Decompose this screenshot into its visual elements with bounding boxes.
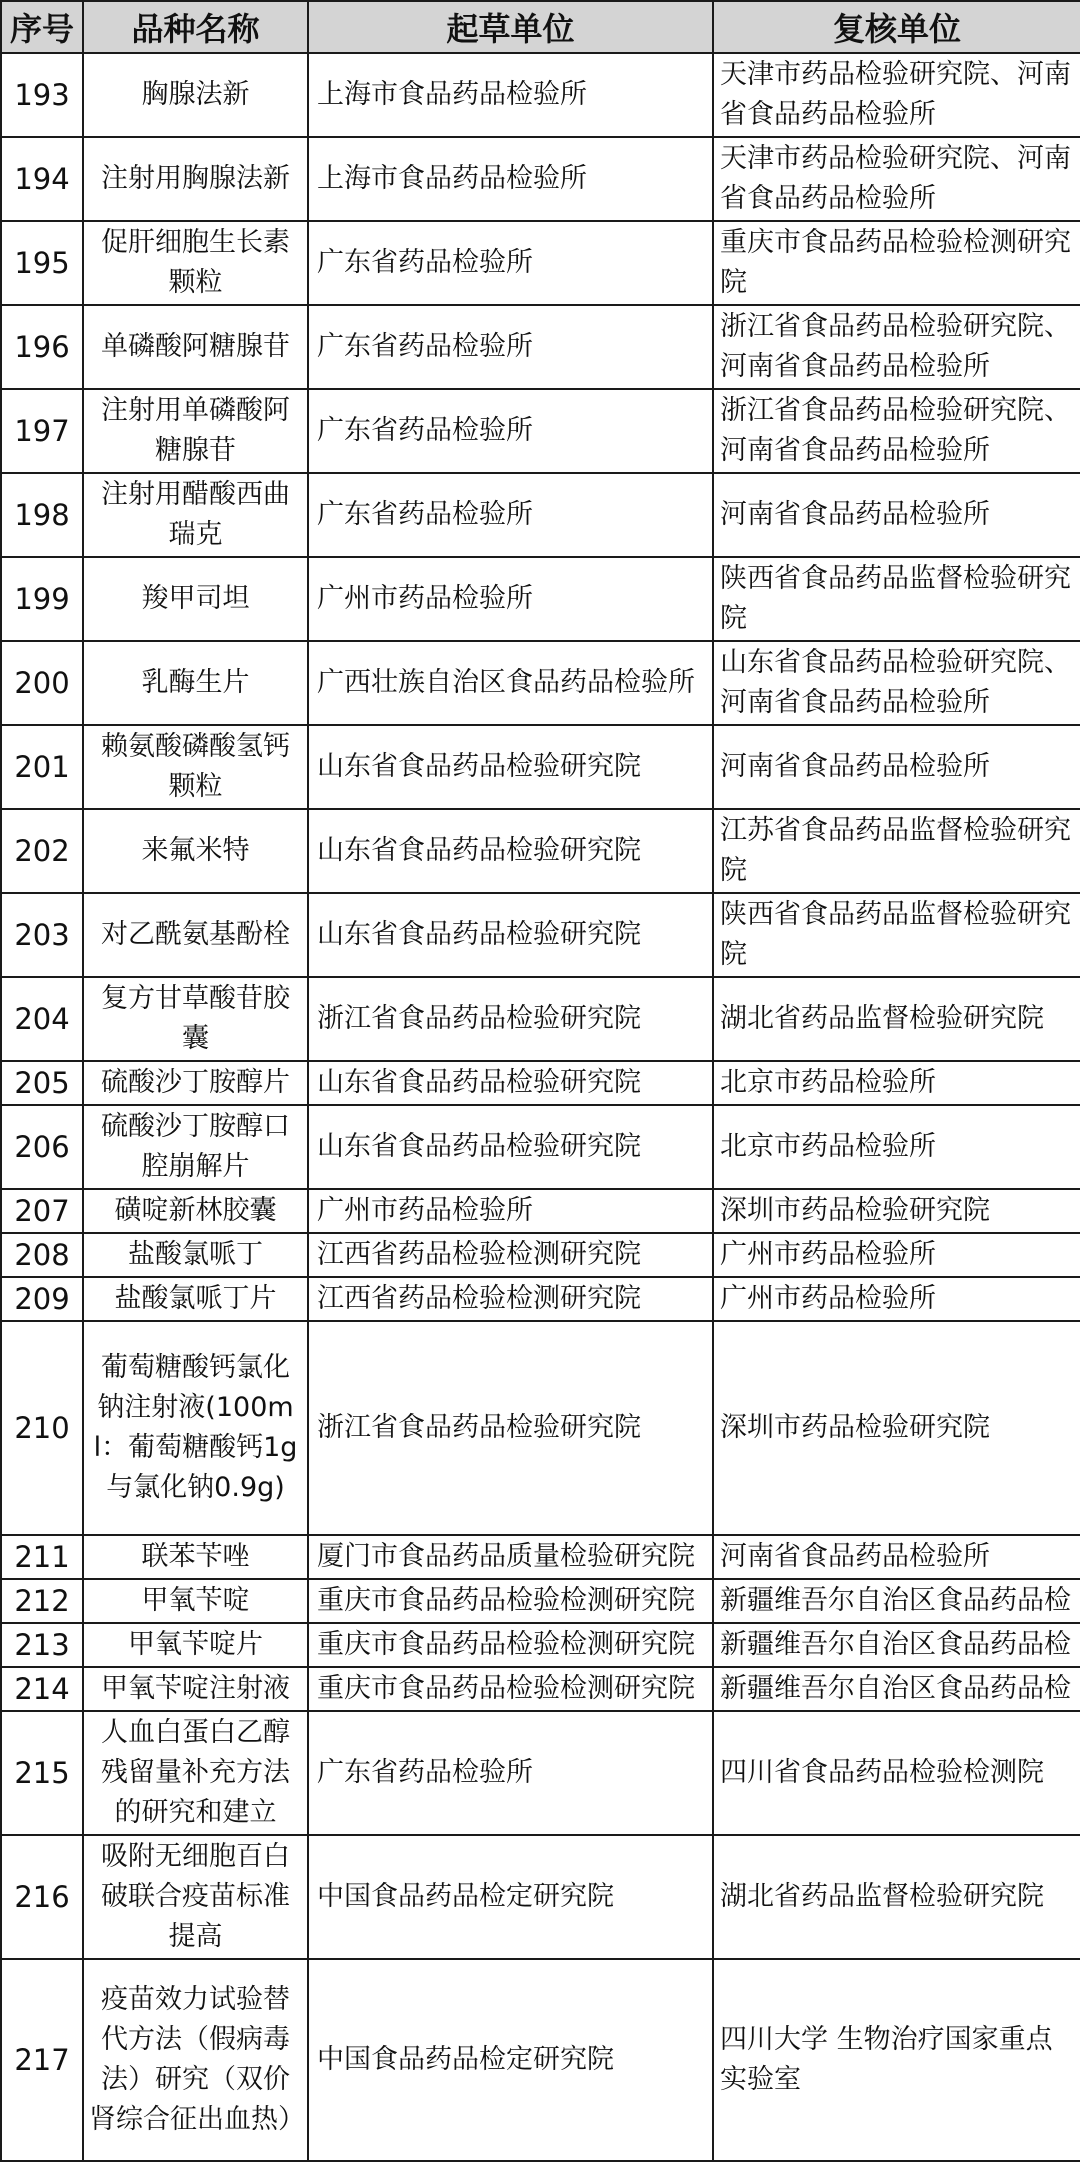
row-serial-number: 195: [1, 221, 83, 305]
table-row: [1, 557, 1080, 641]
row-serial-number: 197: [1, 389, 83, 473]
row-product-name: 注射用单磷酸阿糖腺苷: [83, 389, 308, 473]
table-row: [1, 473, 1080, 557]
row-drafting-unit: 上海市食品药品检验所: [308, 137, 713, 221]
row-review-unit: 浙江省食品药品检验研究院、河南省食品药品检验所: [713, 305, 1080, 389]
row-drafting-unit: 山东省食品药品检验研究院: [308, 1105, 713, 1189]
row-serial-number: 214: [1, 1667, 83, 1711]
table-row: [1, 1233, 1080, 1277]
row-product-name: 对乙酰氨基酚栓: [83, 893, 308, 977]
row-review-unit: 河南省食品药品检验所: [713, 1535, 1080, 1579]
table-row: [1, 1189, 1080, 1233]
row-drafting-unit: 重庆市食品药品检验检测研究院: [308, 1579, 713, 1623]
table-row: [1, 1061, 1080, 1105]
row-product-name: 胸腺法新: [83, 53, 308, 137]
row-serial-number: 205: [1, 1061, 83, 1105]
table-row: [1, 977, 1080, 1061]
table-row: [1, 641, 1080, 725]
row-product-name: 疫苗效力试验替代方法（假病毒法）研究（双价肾综合征出血热）: [83, 1959, 308, 2161]
row-drafting-unit: 山东省食品药品检验研究院: [308, 809, 713, 893]
row-drafting-unit: 广东省药品检验所: [308, 1711, 713, 1835]
row-serial-number: 208: [1, 1233, 83, 1277]
table-row: [1, 1711, 1080, 1835]
row-serial-number: 199: [1, 557, 83, 641]
header-product-name: 品种名称: [83, 1, 308, 53]
row-serial-number: 210: [1, 1321, 83, 1535]
row-drafting-unit: 厦门市食品药品质量检验研究院: [308, 1535, 713, 1579]
row-review-unit: 河南省食品药品检验所: [713, 473, 1080, 557]
row-review-unit: 陕西省食品药品监督检验研究院: [713, 893, 1080, 977]
row-product-name: 硫酸沙丁胺醇口腔崩解片: [83, 1105, 308, 1189]
row-serial-number: 193: [1, 53, 83, 137]
row-drafting-unit: 广东省药品检验所: [308, 305, 713, 389]
row-review-unit: 河南省食品药品检验所: [713, 725, 1080, 809]
row-serial-number: 211: [1, 1535, 83, 1579]
table-row: [1, 1535, 1080, 1579]
table-row: [1, 809, 1080, 893]
row-drafting-unit: 广东省药品检验所: [308, 473, 713, 557]
row-drafting-unit: 中国食品药品检定研究院: [308, 1835, 713, 1959]
row-serial-number: 196: [1, 305, 83, 389]
table-row: [1, 221, 1080, 305]
row-review-unit: 陕西省食品药品监督检验研究院: [713, 557, 1080, 641]
table-row: [1, 389, 1080, 473]
header-review-unit: 复核单位: [713, 1, 1080, 53]
row-drafting-unit: 广州市药品检验所: [308, 557, 713, 641]
row-product-name: 羧甲司坦: [83, 557, 308, 641]
row-drafting-unit: 江西省药品检验检测研究院: [308, 1233, 713, 1277]
row-drafting-unit: 广东省药品检验所: [308, 389, 713, 473]
table-row: [1, 725, 1080, 809]
row-drafting-unit: 重庆市食品药品检验检测研究院: [308, 1667, 713, 1711]
row-review-unit: 天津市药品检验研究院、河南省食品药品检验所: [713, 137, 1080, 221]
row-product-name: 乳酶生片: [83, 641, 308, 725]
row-product-name: 注射用醋酸西曲瑞克: [83, 473, 308, 557]
row-drafting-unit: 江西省药品检验检测研究院: [308, 1277, 713, 1321]
row-review-unit: 四川省食品药品检验检测院: [713, 1711, 1080, 1835]
row-serial-number: 203: [1, 893, 83, 977]
row-product-name: 复方甘草酸苷胶囊: [83, 977, 308, 1061]
row-review-unit: 重庆市食品药品检验检测研究院: [713, 221, 1080, 305]
row-drafting-unit: 山东省食品药品检验研究院: [308, 893, 713, 977]
row-serial-number: 200: [1, 641, 83, 725]
table-row: [1, 1277, 1080, 1321]
table-row: [1, 305, 1080, 389]
row-review-unit: 广州市药品检验所: [713, 1233, 1080, 1277]
row-review-unit: 山东省食品药品检验研究院、河南省食品药品检验所: [713, 641, 1080, 725]
row-serial-number: 198: [1, 473, 83, 557]
row-review-unit: 浙江省食品药品检验研究院、河南省食品药品检验所: [713, 389, 1080, 473]
row-drafting-unit: 广东省药品检验所: [308, 221, 713, 305]
row-review-unit: 天津市药品检验研究院、河南省食品药品检验所: [713, 53, 1080, 137]
row-drafting-unit: 山东省食品药品检验研究院: [308, 1061, 713, 1105]
row-review-unit: 湖北省药品监督检验研究院: [713, 1835, 1080, 1959]
row-product-name: 注射用胸腺法新: [83, 137, 308, 221]
row-serial-number: 217: [1, 1959, 83, 2161]
header-serial-number: 序号: [1, 1, 83, 53]
table-row: [1, 1835, 1080, 1959]
row-product-name: 葡萄糖酸钙氯化钠注射液(100ml：葡萄糖酸钙1g与氯化钠0.9g): [83, 1321, 308, 1535]
table-row: [1, 1105, 1080, 1189]
table-row: [1, 137, 1080, 221]
table-row: [1, 53, 1080, 137]
row-review-unit: 新疆维吾尔自治区食品药品检: [713, 1667, 1080, 1711]
row-review-unit: 江苏省食品药品监督检验研究院: [713, 809, 1080, 893]
row-review-unit: 北京市药品检验所: [713, 1061, 1080, 1105]
row-product-name: 吸附无细胞百白破联合疫苗标准提高: [83, 1835, 308, 1959]
table-row: [1, 1321, 1080, 1535]
row-serial-number: 213: [1, 1623, 83, 1667]
row-product-name: 联苯苄唑: [83, 1535, 308, 1579]
table-row: [1, 1579, 1080, 1623]
row-product-name: 人血白蛋白乙醇残留量补充方法的研究和建立: [83, 1711, 308, 1835]
row-serial-number: 204: [1, 977, 83, 1061]
row-serial-number: 201: [1, 725, 83, 809]
row-drafting-unit: 重庆市食品药品检验检测研究院: [308, 1623, 713, 1667]
row-serial-number: 215: [1, 1711, 83, 1835]
row-product-name: 甲氧苄啶片: [83, 1623, 308, 1667]
row-serial-number: 209: [1, 1277, 83, 1321]
row-drafting-unit: 广州市药品检验所: [308, 1189, 713, 1233]
table-row: [1, 1623, 1080, 1667]
row-product-name: 促肝细胞生长素颗粒: [83, 221, 308, 305]
row-serial-number: 202: [1, 809, 83, 893]
row-product-name: 来氟米特: [83, 809, 308, 893]
row-drafting-unit: 中国食品药品检定研究院: [308, 1959, 713, 2161]
row-drafting-unit: 上海市食品药品检验所: [308, 53, 713, 137]
row-serial-number: 194: [1, 137, 83, 221]
row-product-name: 甲氧苄啶注射液: [83, 1667, 308, 1711]
row-serial-number: 216: [1, 1835, 83, 1959]
row-product-name: 硫酸沙丁胺醇片: [83, 1061, 308, 1105]
row-drafting-unit: 广西壮族自治区食品药品检验所: [308, 641, 713, 725]
row-product-name: 盐酸氯哌丁: [83, 1233, 308, 1277]
row-review-unit: 深圳市药品检验研究院: [713, 1321, 1080, 1535]
row-serial-number: 212: [1, 1579, 83, 1623]
row-review-unit: 新疆维吾尔自治区食品药品检: [713, 1579, 1080, 1623]
row-review-unit: 四川大学 生物治疗国家重点实验室: [713, 1959, 1080, 2161]
table-row: [1, 1959, 1080, 2161]
row-review-unit: 新疆维吾尔自治区食品药品检: [713, 1623, 1080, 1667]
table-row: [1, 1667, 1080, 1711]
table-header-row: [1, 1, 1080, 53]
row-product-name: 磺啶新林胶囊: [83, 1189, 308, 1233]
row-serial-number: 207: [1, 1189, 83, 1233]
row-drafting-unit: 浙江省食品药品检验研究院: [308, 977, 713, 1061]
row-drafting-unit: 浙江省食品药品检验研究院: [308, 1321, 713, 1535]
header-drafting-unit: 起草单位: [308, 1, 713, 53]
row-drafting-unit: 山东省食品药品检验研究院: [308, 725, 713, 809]
row-review-unit: 北京市药品检验所: [713, 1105, 1080, 1189]
row-product-name: 单磷酸阿糖腺苷: [83, 305, 308, 389]
table-row: [1, 893, 1080, 977]
row-review-unit: 深圳市药品检验研究院: [713, 1189, 1080, 1233]
row-product-name: 盐酸氯哌丁片: [83, 1277, 308, 1321]
row-review-unit: 湖北省药品监督检验研究院: [713, 977, 1080, 1061]
row-review-unit: 广州市药品检验所: [713, 1277, 1080, 1321]
row-product-name: 甲氧苄啶: [83, 1579, 308, 1623]
row-product-name: 赖氨酸磷酸氢钙颗粒: [83, 725, 308, 809]
row-serial-number: 206: [1, 1105, 83, 1189]
